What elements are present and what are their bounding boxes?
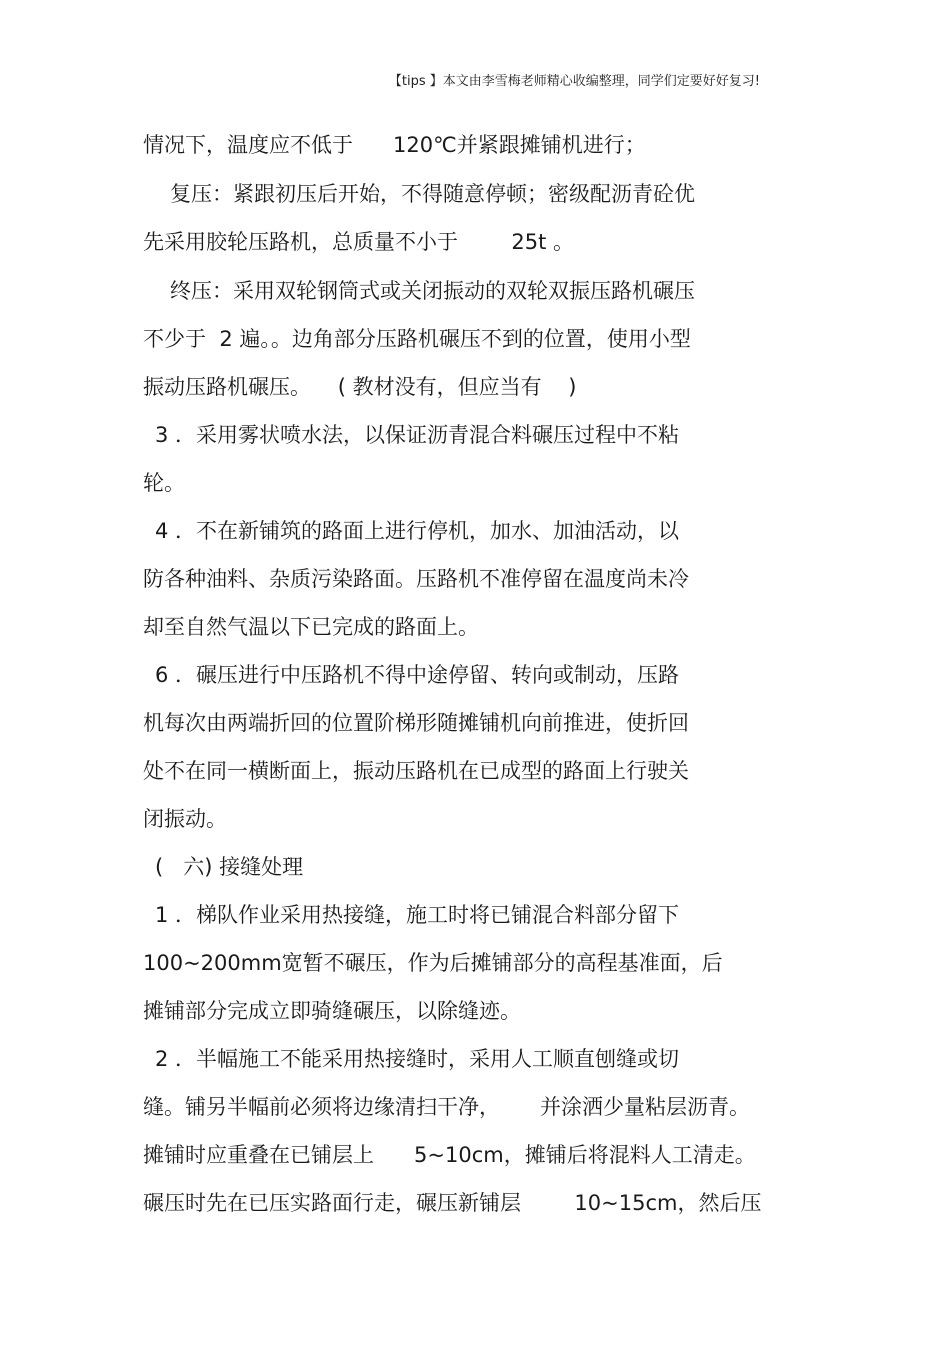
section-heading: ( 六) 接缝处理	[155, 855, 304, 879]
text-line: 3 ．采用雾状喷水法，以保证沥青混合料碾压过程中不粘	[155, 423, 680, 447]
text-line: 复压：紧跟初压后开始，不得随意停顿；密级配沥青砼优	[170, 182, 695, 206]
text-line: 却至自然气温以下已完成的路面上。	[143, 615, 479, 639]
text-line: 终压：采用双轮钢筒式或关闭振动的双轮双振压路机碾压	[170, 279, 695, 303]
header-tip: 【tips 】本文由李雪梅老师精心收编整理，同学们定要好好复习!	[388, 74, 760, 89]
text-line: 2 ．半幅施工不能采用热接缝时，采用人工顺直刨缝或切	[155, 1047, 680, 1071]
text-line: 碾压时先在已压实路面行走，碾压新铺层 10~15cm，然后压	[143, 1191, 762, 1215]
text-line: 6 ．碾压进行中压路机不得中途停留、转向或制动，压路	[155, 663, 680, 687]
text-line: 100~200mm宽暂不碾压，作为后摊铺部分的高程基准面，后	[143, 951, 723, 975]
text-line: 情况下，温度应不低于 120℃并紧跟摊铺机进行；	[143, 133, 646, 157]
text-line: 不少于 2 遍。。边角部分压路机碾压不到的位置，使用小型	[143, 327, 691, 351]
text-line: 轮。	[143, 471, 185, 495]
text-line: 摊铺部分完成立即骑缝碾压，以除缝迹。	[143, 999, 521, 1023]
text-line: 闭振动。	[143, 807, 227, 831]
text-line: 先采用胶轮压路机，总质量不小于 25t 。	[143, 230, 575, 254]
text-line: 振动压路机碾压。 ( 教材没有，但应当有 )	[143, 375, 577, 399]
text-line: 缝。铺另半幅前必须将边缘清扫干净， 并涂洒少量粘层沥青。	[143, 1095, 751, 1119]
text-line: 摊铺时应重叠在已铺层上 5~10cm，摊铺后将混料人工清走。	[143, 1143, 756, 1167]
text-line: 处不在同一横断面上，振动压路机在已成型的路面上行驶关	[143, 759, 689, 783]
text-line: 1 ．梯队作业采用热接缝，施工时将已铺混合料部分留下	[155, 903, 680, 927]
text-line: 机每次由两端折回的位置阶梯形随摊铺机向前推进，使折回	[143, 711, 689, 735]
text-line: 防各种油料、杂质污染路面。压路机不准停留在温度尚未冷	[143, 567, 689, 591]
text-line: 4 ．不在新铺筑的路面上进行停机，加水、加油活动，以	[155, 519, 680, 543]
